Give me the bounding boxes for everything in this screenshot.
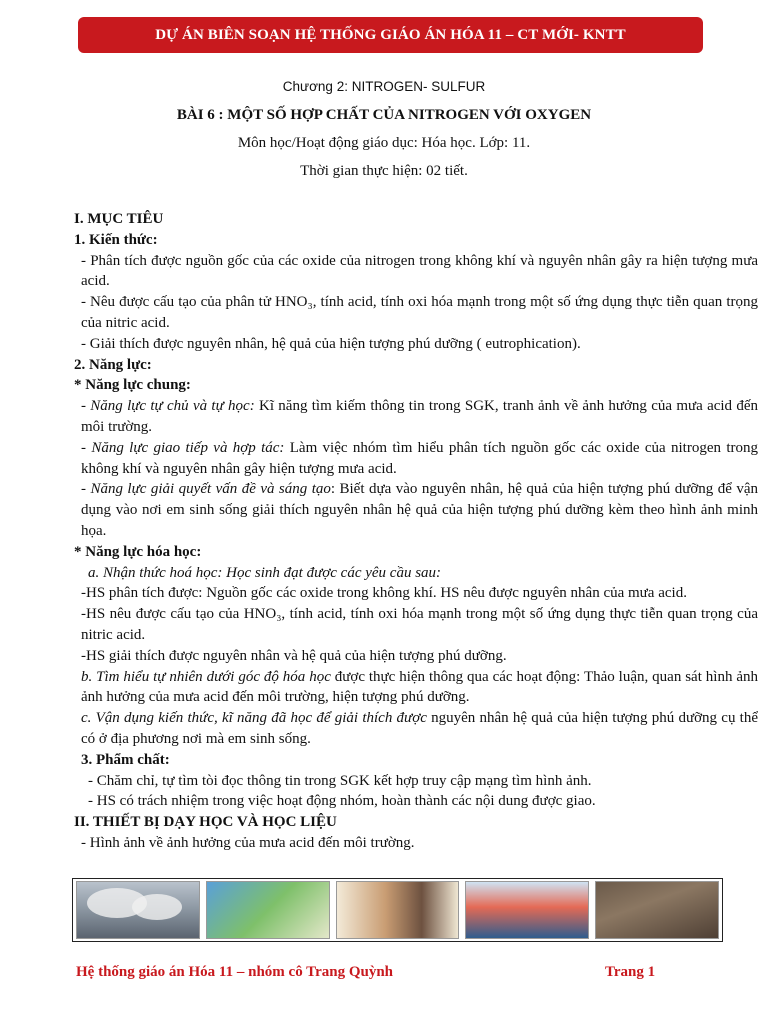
paragraph <box>74 438 758 480</box>
subsection-heading: * Năng lực chung: <box>74 377 191 394</box>
image-strip <box>72 878 723 942</box>
section-heading: II. THIẾT BỊ DẠY HỌC VÀ HỌC LIỆU <box>74 814 337 831</box>
subsection-heading: * Năng lực hóa học: <box>74 543 202 560</box>
subsection-heading: 3. Phẩm chất: <box>81 751 170 768</box>
paragraph <box>74 396 758 438</box>
paragraph-text: nguyên nhân hệ quả của hiện tượng phú dưỡng cụ thể có ở địa phương nơi mà em sinh sống. <box>81 710 759 747</box>
paragraph: - Chăm chỉ, tự tìm tòi đọc thông tin trong SGK kết hợp truy cập mạng tìm hình ảnh. <box>88 772 592 789</box>
subsection-heading: 2. Năng lực: <box>74 356 152 373</box>
paragraph: - HS có trách nhiệm trong việc hoạt động nhóm, hoàn thành các nội dung được giao. <box>88 793 596 810</box>
paragraph-label: b. Tìm hiểu tự nhiên dưới góc độ hóa học <box>81 668 331 685</box>
chapter-title: Chương 2: NITROGEN- SULFUR <box>282 79 486 94</box>
paragraph: -HS nêu được cấu tạo của HNO₃, tính acid, tính oxi hóa mạnh trong một số ứng dụng thực tiễn quan trọng của nitric acid. <box>81 606 758 643</box>
footer-credit: Hệ thống giáo án Hóa 11 – nhóm cô Trang Quỳnh <box>76 964 394 980</box>
paragraph-label: c. Vận dụng kiến thức, kĩ năng đã học để giải thích được <box>81 710 427 727</box>
subject-line: Môn học/Hoạt động giáo dục: Hóa học. Lớp: 11. <box>237 135 531 151</box>
page-number: Trang 1 <box>605 964 656 980</box>
eroded-statue-image <box>595 881 719 939</box>
time-line: Thời gian thực hiện: 02 tiết. <box>300 163 468 179</box>
paragraph-text: Làm việc nhóm tìm hiểu phân tích nguồn gốc các oxide của nitrogen trong không khí và nguyên nhân gây hiện tượng mưa acid. <box>81 439 758 477</box>
paragraph: - Phân tích được nguồn gốc của các oxide của nitrogen trong không khí và nguyên nhân gây ra hiện tượng mưa acid. <box>81 252 758 290</box>
lesson-title: BÀI 6 : MỘT SỐ HỢP CHẤT CỦA NITROGEN VỚI OXYGEN <box>176 107 592 123</box>
paragraph-text: được thực hiện thông qua các hoạt động: Thảo luận, quan sát hình ảnh ảnh hưởng của mưa acid đến môi trường, hiện tượng phú dưỡng. <box>81 668 759 706</box>
header-banner: DỰ ÁN BIÊN SOẠN HỆ THỐNG GIÁO ÁN HÓA 11 – CT MỚI- KNTT <box>78 17 703 53</box>
factory-smoke-image <box>76 881 200 939</box>
paragraph: - Nêu được cấu tạo của phân tử HNO₃, tính acid, tính oxi hóa mạnh trong một số ứng dụng thực tiễn quan trọng của nitric acid. <box>81 294 758 331</box>
acid-rain-formation-image <box>465 881 589 939</box>
paragraph-text: : Biết dựa vào nguyên nhân, hệ quả của hiện tượng phú dưỡng để vận dụng vào nơi em sinh sống giải thích nguyên nhân hệ quả của hiện tượng phú dưỡng kèm theo hình ảnh minh họa. <box>81 481 758 539</box>
paragraph <box>74 479 758 541</box>
paragraph: - Giải thích được nguyên nhân, hệ quả của hiện tượng phú dưỡng ( eutrophication). <box>81 335 581 352</box>
paragraph: -HS giải thích được nguyên nhân và hệ quả của hiện tượng phú dưỡng. <box>81 647 507 664</box>
acid-rain-cycle-image <box>206 881 330 939</box>
paragraph: - Hình ảnh về ảnh hưởng của mưa acid đến môi trường. <box>81 834 415 851</box>
paragraph: a. Nhận thức hoá học: Học sinh đạt được các yêu cầu sau: <box>88 564 442 581</box>
paragraph: -HS phân tích được: Nguồn gốc các oxide trong không khí. HS nêu được nguyên nhân của mưa acid. <box>81 585 687 602</box>
paragraph-text: Kĩ năng tìm kiếm thông tin trong SGK, tranh ảnh về ảnh hưởng của mưa acid đến môi trường. <box>81 398 759 435</box>
paragraph-label: - Năng lực giải quyết vấn đề và sáng tạo <box>81 481 331 498</box>
document-body <box>74 209 758 854</box>
paragraph-label: - Năng lực tự chủ và tự học: <box>81 398 255 415</box>
paragraph <box>74 708 758 750</box>
emissions-diagram-image <box>336 881 460 939</box>
paragraph <box>74 667 758 709</box>
section-heading: I. MỤC TIÊU <box>74 211 164 227</box>
subsection-heading: 1. Kiến thức: <box>74 231 158 248</box>
paragraph-label: - Năng lực giao tiếp và hợp tác: <box>81 439 285 456</box>
